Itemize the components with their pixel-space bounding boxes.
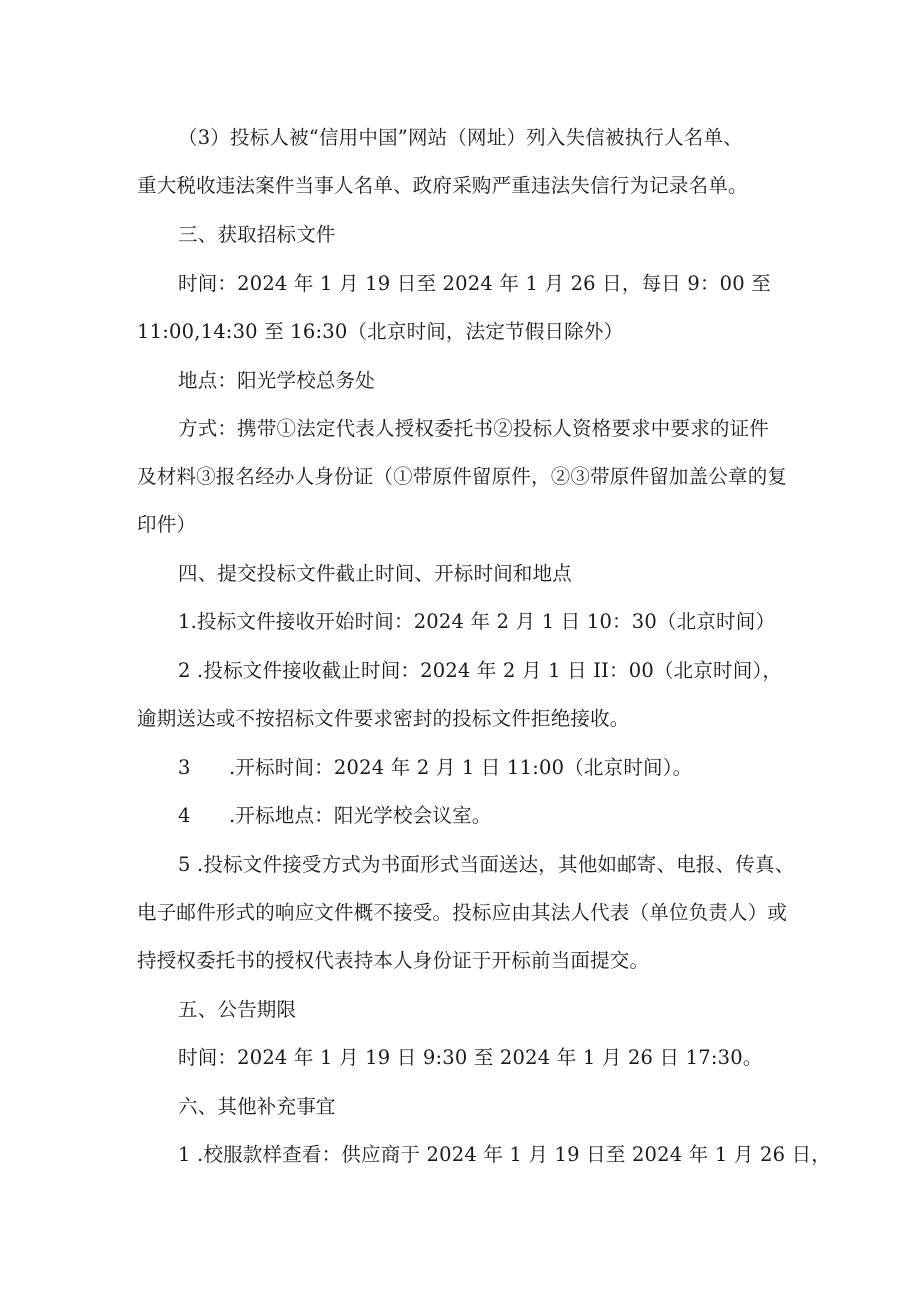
section-heading: 五、公告期限: [178, 998, 297, 1021]
paragraph-line: 11:00,14:30 至 16:30（北京时间，法定节假日除外）: [137, 320, 624, 343]
paragraph-line: （3）投标人被“信用中国”网站（网址）列入失信被执行人名单、: [178, 126, 743, 149]
section-heading: 三、获取招标文件: [178, 223, 336, 246]
section-heading: 四、提交投标文件截止时间、开标时间和地点: [178, 562, 573, 585]
paragraph-line: 电子邮件形式的响应文件概不接受。投标应由其法人代表（单位负责人）或: [137, 901, 788, 924]
section-heading: 六、其他补充事宜: [178, 1095, 336, 1118]
paragraph-line: 地点：阳光学校总务处: [178, 369, 376, 392]
paragraph-line: 3 .开标时间：2024 年 2 月 1 日 11:00（北京时间）。: [178, 756, 693, 779]
paragraph-line: 5 .投标文件接受方式为书面形式当面送达，其他如邮寄、电报、传真、: [178, 853, 795, 876]
paragraph-line: 重大税收违法案件当事人名单、政府采购严重违法失信行为记录名单。: [137, 174, 748, 197]
paragraph-line: 逾期送达或不按招标文件要求密封的投标文件拒绝接收。: [137, 707, 630, 730]
paragraph-line: 及材料③报名经办人身份证（①带原件留原件，②③带原件留加盖公章的复: [137, 465, 788, 488]
paragraph-line: 持授权委托书的授权代表持本人身份证于开标前当面提交。: [137, 949, 650, 972]
paragraph-line: 时间：2024 年 1 月 19 日至 2024 年 1 月 26 日，每日 9：00 至: [178, 272, 771, 295]
paragraph-line: 方式：携带①法定代表人授权委托书②投标人资格要求中要求的证件: [178, 417, 770, 440]
paragraph-line: 4 .开标地点：阳光学校会议室。: [178, 804, 492, 827]
paragraph-line: 1.投标文件接收开始时间：2024 年 2 月 1 日 10：30（北京时间）: [178, 610, 776, 633]
paragraph-line: 2 .投标文件接收截止时间：2024 年 2 月 1 日 II：00（北京时间），: [178, 659, 783, 682]
paragraph-line: 时间：2024 年 1 月 19 日 9:30 至 2024 年 1 月 26 日 17:30。: [178, 1046, 763, 1069]
paragraph-line: 1 .校服款样查看：供应商于 2024 年 1 月 19 日至 2024 年 1 月 26 日，: [178, 1143, 831, 1166]
paragraph-line: 印件）: [137, 513, 197, 536]
